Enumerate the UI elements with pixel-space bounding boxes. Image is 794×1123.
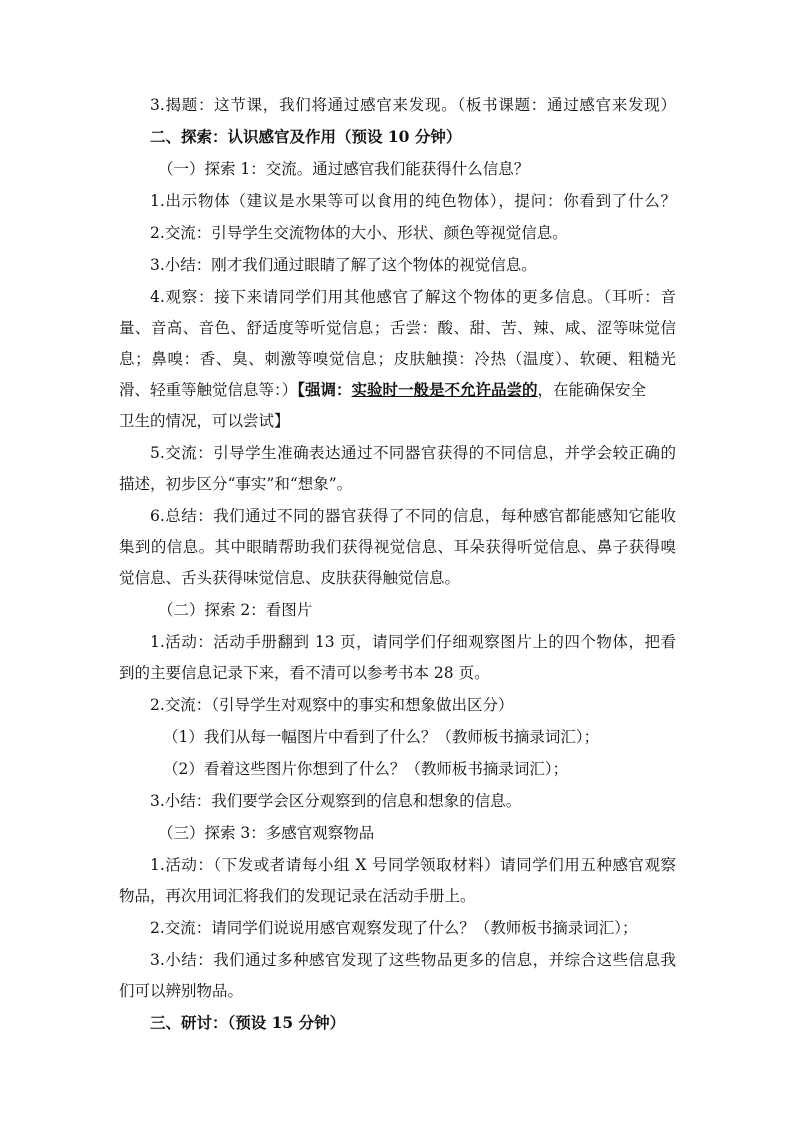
- paragraph-line: 息；鼻嗅：香、臭、刺激等嗅觉信息；皮肤触摸：冷热（温度）、软硬、粗糙光: [119, 350, 676, 368]
- paragraph-line: 4.观察：接下来请同学们用其他感官了解这个物体的更多信息。（耳听：音: [150, 288, 676, 306]
- list-item: （1）我们从每一幅图片中看到了什么？（教师板书摘录词汇）；: [163, 728, 600, 746]
- paragraph-line: 1.活动：（下发或者请每小组 X 号同学领取材料）请同学们用五种感官观察: [150, 856, 676, 874]
- subsection-heading: （一）探索 1：交流。通过感官我们能获得什么信息？: [158, 160, 530, 178]
- emphasis-underlined: 实验时一般是不允许品尝的: [351, 380, 538, 399]
- paragraph-line: 物品，再次用词汇将我们的发现记录在活动手册上。: [119, 887, 476, 905]
- paragraph-line: 到的主要信息记录下来，看不清可以参考书本 28 页。: [119, 664, 490, 682]
- paragraph-line: 们可以辨别物品。: [119, 982, 244, 1000]
- list-item: （2）看着这些图片你想到了什么？（教师板书摘录词汇）；: [163, 760, 569, 778]
- paragraph-line: 2.交流：（引导学生对观察中的事实和想象做出区分）: [150, 696, 514, 714]
- paragraph-line: 卫生的情况，可以尝试】: [119, 412, 290, 430]
- paragraph-text: 滑、轻重等触觉信息等：）: [119, 381, 298, 399]
- paragraph-line: 1.活动：活动手册翻到 13 页，请同学们仔细观察图片上的四个物体，把看: [150, 633, 676, 651]
- subsection-heading: （三）探索 3：多感官观察物品: [158, 824, 375, 842]
- paragraph-line: 3.揭题：这节课，我们将通过感官来发现。（板书课题：通过感官来发现）: [150, 96, 676, 114]
- section-heading: 二、探索：认识感官及作用（预设 10 分钟）: [150, 127, 462, 146]
- paragraph-text: ，在能确保安全: [537, 381, 647, 399]
- paragraph-line: 描述，初步区分“事实”和“想象”。: [119, 475, 353, 493]
- paragraph-line: 觉信息、舌头获得味觉信息、皮肤获得触觉信息。: [119, 569, 461, 587]
- paragraph-line: 6.总结：我们通过不同的器官获得了不同的信息，每种感官都能感知它能收: [150, 507, 676, 525]
- paragraph-line: 5.交流：引导学生准确表达通过不同器官获得的不同信息，并学会较正确的: [150, 444, 676, 462]
- paragraph-line: 2.交流：引导学生交流物体的大小、形状、颜色等视觉信息。: [150, 224, 568, 242]
- paragraph-line: 量、音高、音色、舒适度等听觉信息；舌尝：酸、甜、苦、辣、咸、涩等味觉信: [119, 319, 676, 337]
- emphasis-prefix: 【强调：: [297, 380, 352, 399]
- paragraph-line: 3.小结：刚才我们通过眼睛了解了这个物体的视觉信息。: [150, 256, 537, 274]
- subsection-heading: （二）探索 2：看图片: [158, 601, 313, 619]
- paragraph-line: 2.交流：请同学们说说用感官观察发现了什么？（教师板书摘录词汇）；: [150, 919, 638, 937]
- paragraph-line-mixed: [119, 380, 676, 400]
- paragraph-line: 1.出示物体（建议是水果等可以食用的纯色物体），提问：你看到了什么？: [150, 192, 676, 210]
- paragraph-line: 3.小结：我们要学会区分观察到的信息和想象的信息。: [150, 792, 522, 810]
- paragraph-line: 集到的信息。其中眼睛帮助我们获得视觉信息、耳朵获得听觉信息、鼻子获得嗅: [119, 538, 676, 556]
- paragraph-line: 3.小结：我们通过多种感官发现了这些物品更多的信息，并综合这些信息我: [150, 951, 676, 969]
- section-heading: 三、研讨：（预设 15 分钟）: [150, 1013, 346, 1032]
